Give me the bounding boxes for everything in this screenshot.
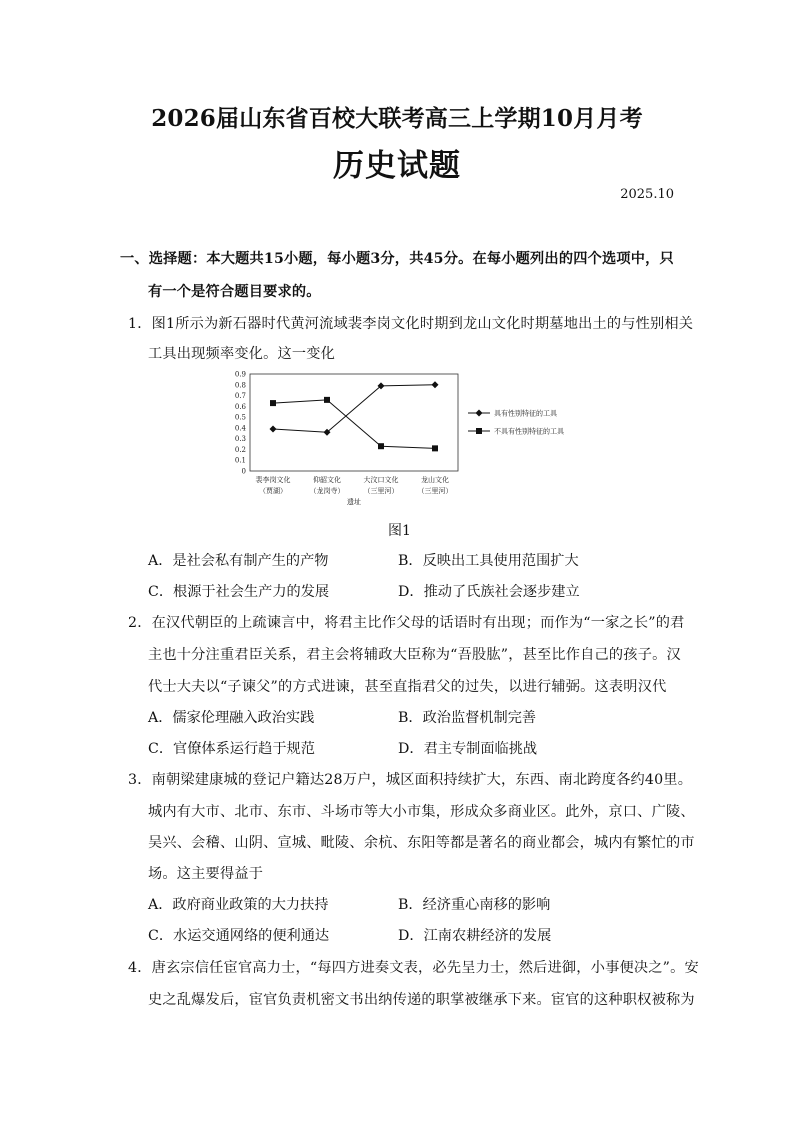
q3-line3: 吴兴、会稽、山阴、宣城、毗陵、余杭、东阳等都是著名的商业都会，城内有繁忙的市 [148, 835, 695, 851]
x-tick-site: （三里河） [417, 487, 453, 495]
x-tick-label: 仰韶文化 [313, 476, 341, 484]
data-point [270, 425, 277, 432]
q3-line2: 城内有大市、北市、东市、斗场市等大小市集，形成众多商业区。此外，京口、广陵、 [148, 804, 695, 820]
legend-label: 不具有性别特征的工具 [494, 427, 564, 436]
series-line [273, 400, 435, 449]
data-point [270, 400, 276, 406]
q1-option-c[interactable]: C．根源于社会生产力的发展 [148, 584, 330, 600]
data-point [432, 445, 438, 451]
x-tick-label: 裴李岗文化 [255, 476, 291, 484]
x-tick-label: 大汶口文化 [363, 476, 399, 484]
legend-marker [476, 428, 482, 434]
q2-line2: 主也十分注重君臣关系，君主会将辅政大臣称为“吾股肱”，甚至比作自己的孩子。汉 [148, 647, 681, 663]
series-line [273, 385, 435, 432]
exam-date: 2025.10 [620, 187, 674, 202]
figure-caption: 图1 [388, 523, 411, 539]
exam-title: 2026届山东省百校大联考高三上学期10月月考 [151, 105, 643, 132]
q3-option-b[interactable]: B．经济重心南移的影响 [398, 897, 551, 913]
x-tick-site: （贾湖） [259, 487, 287, 495]
y-tick-label: 0.6 [234, 402, 246, 411]
q3-option-c[interactable]: C．水运交通网络的便利通达 [148, 928, 330, 944]
q2-option-c[interactable]: C．官僚体系运行趋于规范 [148, 741, 315, 757]
q4-line1: 4．唐玄宗信任宦官高力士，“每四方进奏文表，必先呈力士，然后进御，小事便决之”。安 [128, 960, 699, 976]
y-tick-label: 0.1 [234, 456, 246, 465]
section-heading-line2: 有一个是符合题目要求的。 [148, 284, 321, 300]
legend-label: 具有性别特征的工具 [494, 409, 557, 418]
y-tick-label: 0.3 [234, 435, 246, 444]
q2-line3: 代士大夫以“子谏父”的方式进谏，甚至直指君父的过失，以进行辅弼。这表明汉代 [148, 679, 667, 695]
y-tick-label: 0 [241, 467, 246, 476]
y-tick-label: 0.4 [234, 424, 246, 433]
x-tick-label: 龙山文化 [421, 476, 449, 484]
q2-option-b[interactable]: B．政治监督机制完善 [398, 710, 537, 726]
y-tick-label: 0.8 [234, 381, 246, 390]
q2-option-d[interactable]: D．君主专制面临挑战 [398, 741, 538, 757]
subject-title: 历史试题 [333, 148, 461, 184]
q3-option-d[interactable]: D．江南农耕经济的发展 [398, 928, 552, 944]
q3-line1: 3．南朝梁建康城的登记户籍达28万户，城区面积持续扩大，东西、南北跨度各约40里。 [128, 772, 693, 788]
q1-option-d[interactable]: D．推动了氏族社会逐步建立 [398, 584, 580, 600]
y-tick-label: 0.5 [234, 413, 246, 422]
data-point [432, 381, 439, 388]
data-point [324, 397, 330, 403]
y-tick-label: 0.9 [234, 370, 246, 379]
q1-line1: 1．图1所示为新石器时代黄河流域裴李岗文化时期到龙山文化时期墓地出土的与性别相关 [128, 316, 694, 332]
q2-line1: 2．在汉代朝臣的上疏谏言中，将君主比作父母的话语时有出现；而作为“一家之长”的君 [128, 615, 685, 631]
x-tick-site: （三里河） [363, 487, 399, 495]
x-tick-site: （龙岗寺） [309, 487, 345, 495]
y-tick-label: 0.7 [234, 392, 246, 401]
q4-line2: 史之乱爆发后，宦官负责机密文书出纳传递的职掌被继承下来。宦官的这种职权被称为 [148, 992, 695, 1008]
q3-line4: 场。这主要得益于 [148, 866, 264, 882]
y-tick-label: 0.2 [234, 445, 246, 454]
legend-marker [476, 410, 483, 417]
figure-1-chart [220, 368, 600, 518]
section-heading-line1: 一、选择题：本大题共15小题，每小题3分，共45分。在每小题列出的四个选项中，只 [120, 251, 674, 267]
q2-option-a[interactable]: A．儒家伦理融入政治实践 [148, 710, 315, 726]
q3-option-a[interactable]: A．政府商业政策的大力扶持 [148, 897, 329, 913]
q1-line2: 工具出现频率变化。这一变化 [148, 346, 336, 362]
data-point [378, 443, 384, 449]
x-axis-label: 遗址 [347, 498, 361, 506]
q1-option-b[interactable]: B．反映出工具使用范围扩大 [398, 553, 579, 569]
q1-option-a[interactable]: A．是社会私有制产生的产物 [148, 553, 329, 569]
